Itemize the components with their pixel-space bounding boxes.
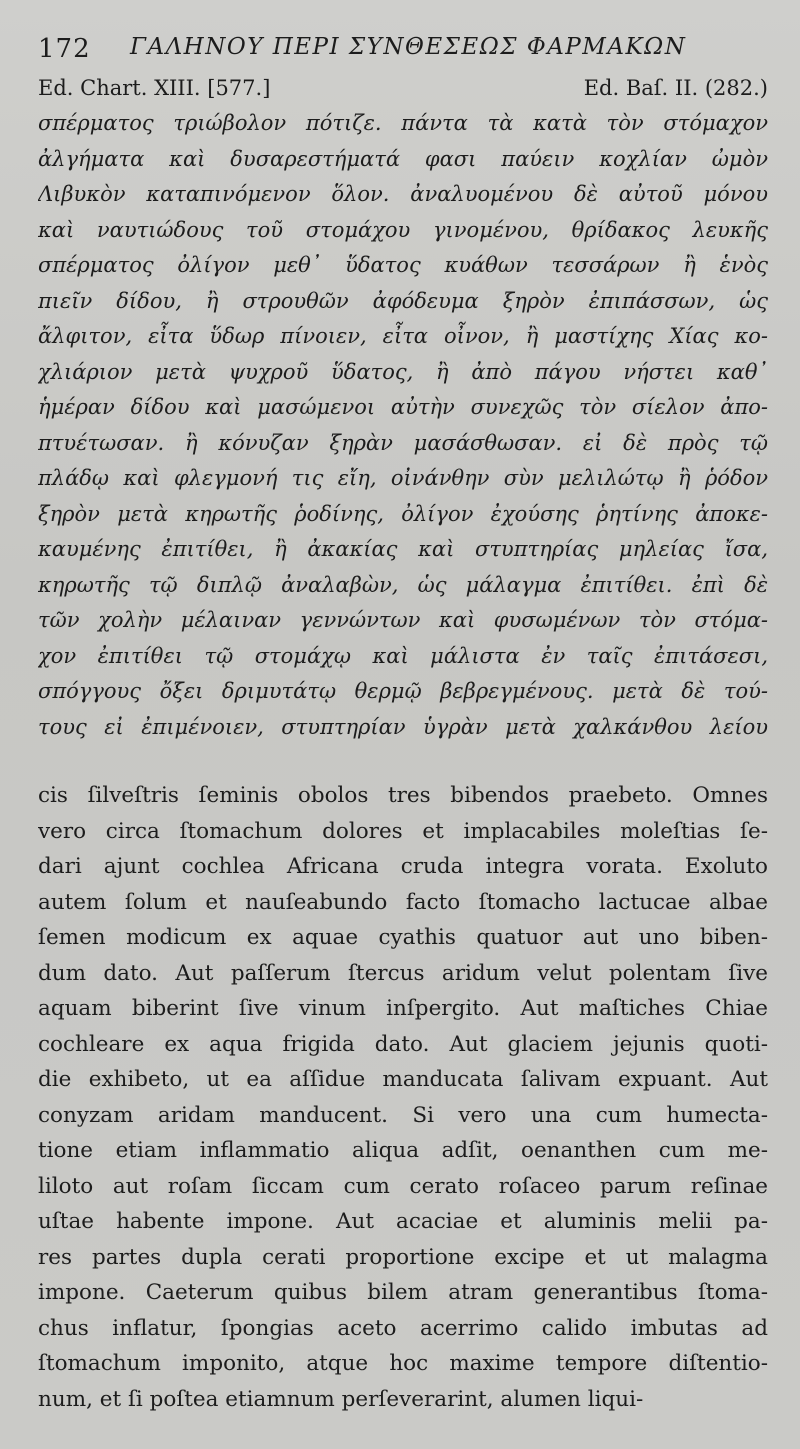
greek-line: σπόγγους ὄξει δριμυτάτῳ θερμῷ βεβρεγμένους. μετὰ δὲ τού- xyxy=(38,679,768,703)
latin-line: cis ſilveſtris ſeminis obolos tres bibendos praebeto. Omnes xyxy=(38,783,768,808)
latin-line: autem ſolum et nauſeabundo facto ſtomacho lactucae albae xyxy=(38,889,768,915)
latin-line: chus inflatur, ſpongias aceto acerrimo calido imbutas ad xyxy=(38,1315,768,1341)
latin-line: uſtae habente impone. Aut acaciae et aluminis melii pa- xyxy=(38,1209,768,1234)
page-number: 172 xyxy=(38,34,91,64)
greek-line: πλάδῳ καὶ φλεγμονή τις εἴη, οἰνάνθην σὺν μελιλώτῳ ἢ ῥόδον xyxy=(38,466,768,490)
latin-line: dari ajunt cochlea Africana cruda integra vorata. Exoluto xyxy=(38,854,768,879)
greek-line: σπέρματος ὀλίγον μεθ᾽ ὕδατος κυάθων τεσσάρων ἢ ἑνὸς xyxy=(38,253,768,277)
edition-chartier-reference: Ed. Chart. XIII. [577.] xyxy=(38,76,271,100)
latin-line: conyzam aridam manducent. Si vero una cum humecta- xyxy=(38,1102,768,1128)
greek-line: χλιάριον μετὰ ψυχροῦ ὕδατος, ἢ ἀπὸ πάγου νήστει καθ᾽ xyxy=(38,359,768,384)
running-title: ΓΑΛΗΝΟΥ ΠΕΡΙ ΣΥΝΘΕΣΕΩΣ ΦΑΡΜΑΚΩΝ xyxy=(130,34,687,60)
greek-line: καυμένης ἐπιτίθει, ἢ ἀκακίας καὶ στυπτηρίας μηλείας ἴσα, xyxy=(38,537,768,561)
latin-line: cochleare ex aqua frigida dato. Aut glaciem jejunis quoti- xyxy=(38,1031,768,1057)
greek-line: κηρωτῆς τῷ διπλῷ ἀναλαβὼν, ὡς μάλαγμα ἐπιτίθει. ἐπὶ δὲ xyxy=(38,572,768,597)
greek-line: σπέρματος τριώβολον πότιζε. πάντα τὰ κατὰ τὸν στόμαχον xyxy=(38,111,768,135)
latin-line: ſtomachum imponito, atque hoc maxime tempore diſtentio- xyxy=(38,1351,768,1376)
latin-line: ſemen modicum ex aquae cyathis quatuor aut uno biben- xyxy=(38,925,768,950)
greek-line: χον ἐπιτίθει τῷ στομάχῳ καὶ μάλιστα ἐν ταῖς ἐπιτάσεσι, xyxy=(38,643,768,668)
latin-line: res partes dupla cerati proportione excipe et ut malagma xyxy=(38,1244,768,1270)
edition-references xyxy=(38,76,768,106)
greek-line: καὶ ναυτιώδους τοῦ στομάχου γινομένου, θρίδακος λευκῆς xyxy=(38,217,768,242)
greek-line: τῶν χολὴν μέλαιναν γεννώντων καὶ φυσωμένων τὸν στόμα- xyxy=(38,608,768,632)
page-header xyxy=(38,30,778,64)
latin-line: die exhibeto, ut ea aſſidue manducata ſalivam expuant. Aut xyxy=(38,1067,768,1092)
latin-line: aquam biberint ſive vinum inſpergito. Aut maſtiches Chiae xyxy=(38,996,768,1021)
edition-basel-reference: Ed. Baſ. II. (282.) xyxy=(583,76,768,100)
latin-line: vero circa ſtomachum dolores et implacabiles moleſtias ſe- xyxy=(38,818,768,844)
greek-line: ἄλφιτον, εἶτα ὕδωρ πίνοιεν, εἶτα οἶνον, ἢ μαστίχης Χίας κο- xyxy=(38,324,768,348)
latin-line: num, et ſi poſtea etiamnum perſeverarint, alumen liqui- xyxy=(38,1386,644,1412)
latin-line: dum dato. Aut paſſerum ſtercus aridum velut polentam ſive xyxy=(38,960,768,986)
greek-line: ἡμέραν δίδου καὶ μασώμενοι αὐτὴν συνεχῶς τὸν σίελον ἀπο- xyxy=(38,395,768,419)
latin-line: liloto aut roſam ſiccam cum cerato roſaceo parum reſinae xyxy=(38,1173,768,1199)
latin-line: impone. Caeterum quibus bilem atram generantibus ſtoma- xyxy=(38,1280,768,1305)
greek-line: πιεῖν δίδου, ἢ στρουθῶν ἀφόδευμα ξηρὸν ἐπιπάσσων, ὡς xyxy=(38,288,768,313)
greek-text-block xyxy=(38,106,768,745)
greek-line: ἀλγήματα καὶ δυσαρεστήματά φασι παύειν κοχλίαν ὠμὸν xyxy=(38,146,768,171)
greek-line: πτυέτωσαν. ἢ κόνυζαν ξηρὰν μασάσθωσαν. εἰ δὲ πρὸς τῷ xyxy=(38,430,768,455)
greek-line: τους εἰ ἐπιμένοιεν, στυπτηρίαν ὑγρὰν μετὰ χαλκάνθου λείου xyxy=(38,714,768,739)
latin-line: tione etiam inflammatio aliqua adſit, oenanthen cum me- xyxy=(38,1138,768,1163)
greek-line: Λιβυκὸν καταπινόμενον ὅλον. ἀναλυομένου δὲ αὐτοῦ μόνου xyxy=(38,182,768,206)
greek-line: ξηρὸν μετὰ κηρωτῆς ῥοδίνης, ὀλίγον ἐχούσης ῥητίνης ἀποκε- xyxy=(38,501,768,526)
latin-text-block xyxy=(38,778,768,1417)
